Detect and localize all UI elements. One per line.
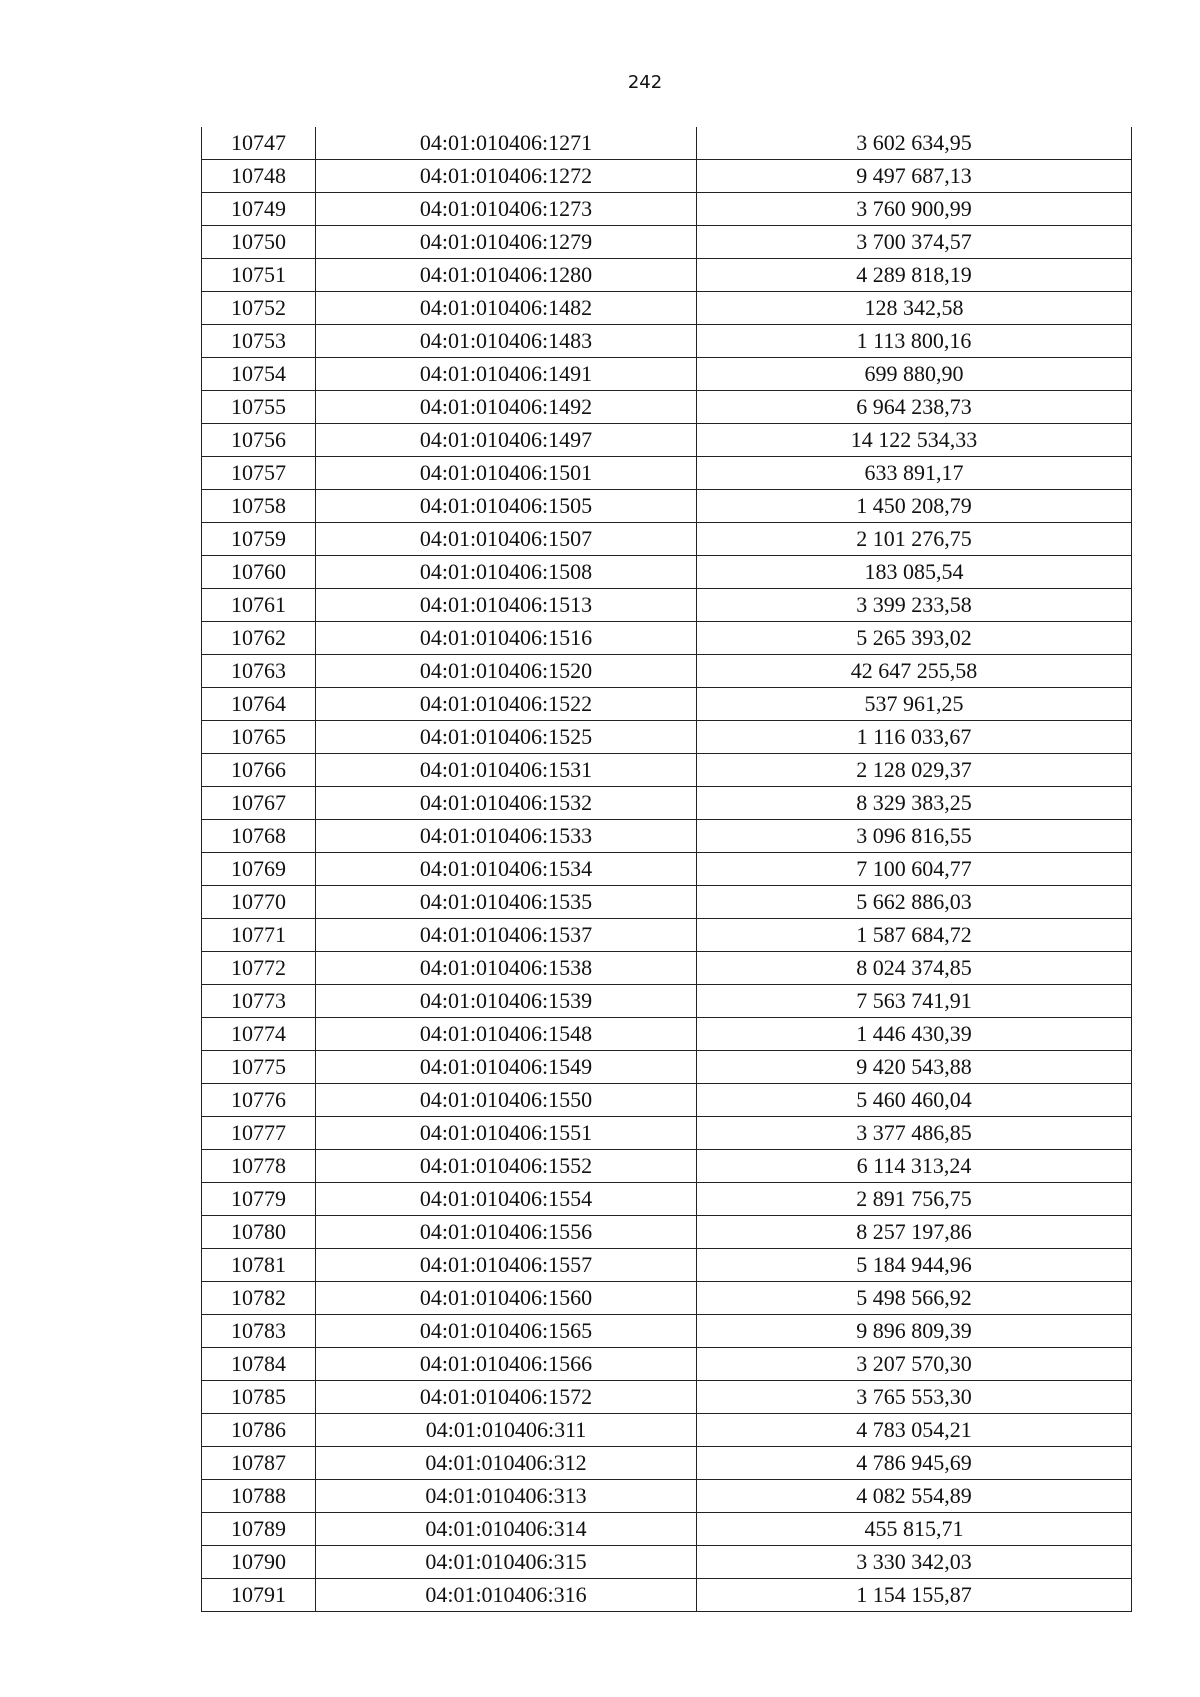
- table-row: [202, 919, 1132, 952]
- table-row: [202, 1051, 1132, 1084]
- table-row: [202, 457, 1132, 490]
- row-number-cell: 10770: [202, 886, 316, 919]
- row-number-cell: 10788: [202, 1480, 316, 1513]
- table-row: [202, 1249, 1132, 1282]
- row-number-cell: 10787: [202, 1447, 316, 1480]
- cadastral-value-cell: 4 289 818,19: [697, 259, 1132, 292]
- row-number-cell: 10773: [202, 985, 316, 1018]
- cadastral-value-cell: 2 891 756,75: [697, 1183, 1132, 1216]
- row-number-cell: 10776: [202, 1084, 316, 1117]
- table-row: [202, 1282, 1132, 1315]
- cadastral-number-cell: 04:01:010406:1492: [316, 391, 697, 424]
- table-row: [202, 721, 1132, 754]
- row-number-cell: 10763: [202, 655, 316, 688]
- cadastral-number-cell: 04:01:010406:1538: [316, 952, 697, 985]
- table-row: [202, 1117, 1132, 1150]
- cadastral-number-cell: 04:01:010406:1525: [316, 721, 697, 754]
- cadastral-value-cell: 699 880,90: [697, 358, 1132, 391]
- cadastral-number-cell: 04:01:010406:316: [316, 1579, 697, 1612]
- cadastral-value-cell: 6 114 313,24: [697, 1150, 1132, 1183]
- row-number-cell: 10772: [202, 952, 316, 985]
- cadastral-number-cell: 04:01:010406:1279: [316, 226, 697, 259]
- cadastral-number-cell: 04:01:010406:1273: [316, 193, 697, 226]
- table-row: [202, 556, 1132, 589]
- table-row: [202, 1546, 1132, 1579]
- cadastral-value-cell: 7 100 604,77: [697, 853, 1132, 886]
- cadastral-value-cell: 5 662 886,03: [697, 886, 1132, 919]
- cadastral-value-cell: 3 096 816,55: [697, 820, 1132, 853]
- cadastral-number-cell: 04:01:010406:1533: [316, 820, 697, 853]
- row-number-cell: 10769: [202, 853, 316, 886]
- table-row: [202, 292, 1132, 325]
- row-number-cell: 10774: [202, 1018, 316, 1051]
- cadastral-value-cell: 1 446 430,39: [697, 1018, 1132, 1051]
- row-number-cell: 10757: [202, 457, 316, 490]
- table-row: [202, 391, 1132, 424]
- cadastral-number-cell: 04:01:010406:1508: [316, 556, 697, 589]
- cadastral-value-cell: 9 420 543,88: [697, 1051, 1132, 1084]
- cadastral-number-cell: 04:01:010406:315: [316, 1546, 697, 1579]
- cadastral-number-cell: 04:01:010406:313: [316, 1480, 697, 1513]
- cadastral-value-cell: 3 760 900,99: [697, 193, 1132, 226]
- row-number-cell: 10768: [202, 820, 316, 853]
- cadastral-value-cell: 1 450 208,79: [697, 490, 1132, 523]
- table-row: [202, 1348, 1132, 1381]
- cadastral-value-cell: 7 563 741,91: [697, 985, 1132, 1018]
- cadastral-number-cell: 04:01:010406:1505: [316, 490, 697, 523]
- row-number-cell: 10755: [202, 391, 316, 424]
- row-number-cell: 10760: [202, 556, 316, 589]
- row-number-cell: 10749: [202, 193, 316, 226]
- cadastral-value-table: [201, 127, 1132, 1612]
- table-row: [202, 1447, 1132, 1480]
- table-row: [202, 259, 1132, 292]
- cadastral-value-cell: 1 587 684,72: [697, 919, 1132, 952]
- table-row: [202, 688, 1132, 721]
- cadastral-value-cell: 3 399 233,58: [697, 589, 1132, 622]
- cadastral-value-cell: 8 257 197,86: [697, 1216, 1132, 1249]
- cadastral-number-cell: 04:01:010406:1271: [316, 127, 697, 160]
- cadastral-value-cell: 128 342,58: [697, 292, 1132, 325]
- row-number-cell: 10786: [202, 1414, 316, 1447]
- cadastral-number-cell: 04:01:010406:1531: [316, 754, 697, 787]
- table-row: [202, 1183, 1132, 1216]
- cadastral-number-cell: 04:01:010406:1554: [316, 1183, 697, 1216]
- cadastral-number-cell: 04:01:010406:1532: [316, 787, 697, 820]
- table-row: [202, 160, 1132, 193]
- row-number-cell: 10761: [202, 589, 316, 622]
- row-number-cell: 10782: [202, 1282, 316, 1315]
- row-number-cell: 10766: [202, 754, 316, 787]
- table-row: [202, 1084, 1132, 1117]
- cadastral-number-cell: 04:01:010406:1549: [316, 1051, 697, 1084]
- row-number-cell: 10758: [202, 490, 316, 523]
- table-row: [202, 1018, 1132, 1051]
- row-number-cell: 10751: [202, 259, 316, 292]
- cadastral-value-cell: 5 184 944,96: [697, 1249, 1132, 1282]
- table-row: [202, 1216, 1132, 1249]
- table-row: [202, 358, 1132, 391]
- table-row: [202, 1315, 1132, 1348]
- row-number-cell: 10752: [202, 292, 316, 325]
- row-number-cell: 10775: [202, 1051, 316, 1084]
- cadastral-number-cell: 04:01:010406:1572: [316, 1381, 697, 1414]
- cadastral-value-cell: 3 700 374,57: [697, 226, 1132, 259]
- cadastral-number-cell: 04:01:010406:1535: [316, 886, 697, 919]
- cadastral-value-cell: 6 964 238,73: [697, 391, 1132, 424]
- table-row: [202, 193, 1132, 226]
- table-row: [202, 1480, 1132, 1513]
- row-number-cell: 10790: [202, 1546, 316, 1579]
- cadastral-number-cell: 04:01:010406:312: [316, 1447, 697, 1480]
- cadastral-number-cell: 04:01:010406:1534: [316, 853, 697, 886]
- cadastral-number-cell: 04:01:010406:1565: [316, 1315, 697, 1348]
- cadastral-value-cell: 5 498 566,92: [697, 1282, 1132, 1315]
- cadastral-number-cell: 04:01:010406:1537: [316, 919, 697, 952]
- row-number-cell: 10779: [202, 1183, 316, 1216]
- cadastral-value-cell: 14 122 534,33: [697, 424, 1132, 457]
- row-number-cell: 10780: [202, 1216, 316, 1249]
- cadastral-number-cell: 04:01:010406:1501: [316, 457, 697, 490]
- table-body: [202, 127, 1132, 1612]
- cadastral-value-cell: 3 207 570,30: [697, 1348, 1132, 1381]
- cadastral-value-cell: 42 647 255,58: [697, 655, 1132, 688]
- row-number-cell: 10762: [202, 622, 316, 655]
- cadastral-number-cell: 04:01:010406:1548: [316, 1018, 697, 1051]
- cadastral-number-cell: 04:01:010406:1550: [316, 1084, 697, 1117]
- cadastral-value-cell: 8 024 374,85: [697, 952, 1132, 985]
- cadastral-value-cell: 2 128 029,37: [697, 754, 1132, 787]
- table-row: [202, 655, 1132, 688]
- table-row: [202, 787, 1132, 820]
- table-row: [202, 127, 1132, 160]
- cadastral-value-cell: 3 377 486,85: [697, 1117, 1132, 1150]
- cadastral-number-cell: 04:01:010406:1522: [316, 688, 697, 721]
- row-number-cell: 10767: [202, 787, 316, 820]
- cadastral-value-cell: 633 891,17: [697, 457, 1132, 490]
- table-row: [202, 622, 1132, 655]
- row-number-cell: 10781: [202, 1249, 316, 1282]
- cadastral-number-cell: 04:01:010406:1557: [316, 1249, 697, 1282]
- cadastral-number-cell: 04:01:010406:311: [316, 1414, 697, 1447]
- cadastral-number-cell: 04:01:010406:1497: [316, 424, 697, 457]
- row-number-cell: 10771: [202, 919, 316, 952]
- row-number-cell: 10759: [202, 523, 316, 556]
- cadastral-value-cell: 5 460 460,04: [697, 1084, 1132, 1117]
- row-number-cell: 10754: [202, 358, 316, 391]
- table-row: [202, 1381, 1132, 1414]
- cadastral-value-cell: 4 783 054,21: [697, 1414, 1132, 1447]
- cadastral-value-cell: 455 815,71: [697, 1513, 1132, 1546]
- cadastral-number-cell: 04:01:010406:1552: [316, 1150, 697, 1183]
- cadastral-value-cell: 3 765 553,30: [697, 1381, 1132, 1414]
- table-row: [202, 424, 1132, 457]
- cadastral-value-cell: 537 961,25: [697, 688, 1132, 721]
- table-row: [202, 1150, 1132, 1183]
- table-row: [202, 820, 1132, 853]
- row-number-cell: 10764: [202, 688, 316, 721]
- row-number-cell: 10777: [202, 1117, 316, 1150]
- cadastral-value-cell: 9 896 809,39: [697, 1315, 1132, 1348]
- cadastral-number-cell: 04:01:010406:1491: [316, 358, 697, 391]
- cadastral-value-cell: 8 329 383,25: [697, 787, 1132, 820]
- row-number-cell: 10785: [202, 1381, 316, 1414]
- page-number: 242: [627, 72, 663, 93]
- row-number-cell: 10747: [202, 127, 316, 160]
- table-row: [202, 1414, 1132, 1447]
- table-row: [202, 226, 1132, 259]
- cadastral-number-cell: 04:01:010406:1520: [316, 655, 697, 688]
- cadastral-number-cell: 04:01:010406:1516: [316, 622, 697, 655]
- cadastral-number-cell: 04:01:010406:1272: [316, 160, 697, 193]
- cadastral-value-cell: 1 154 155,87: [697, 1579, 1132, 1612]
- cadastral-value-cell: 9 497 687,13: [697, 160, 1132, 193]
- cadastral-value-cell: 3 330 342,03: [697, 1546, 1132, 1579]
- cadastral-value-cell: 183 085,54: [697, 556, 1132, 589]
- cadastral-value-cell: 5 265 393,02: [697, 622, 1132, 655]
- cadastral-number-cell: 04:01:010406:1539: [316, 985, 697, 1018]
- table-row: [202, 490, 1132, 523]
- cadastral-value-cell: 4 786 945,69: [697, 1447, 1132, 1480]
- row-number-cell: 10748: [202, 160, 316, 193]
- table-row: [202, 886, 1132, 919]
- cadastral-number-cell: 04:01:010406:1560: [316, 1282, 697, 1315]
- cadastral-number-cell: 04:01:010406:1483: [316, 325, 697, 358]
- row-number-cell: 10750: [202, 226, 316, 259]
- cadastral-value-cell: 3 602 634,95: [697, 127, 1132, 160]
- row-number-cell: 10753: [202, 325, 316, 358]
- row-number-cell: 10756: [202, 424, 316, 457]
- row-number-cell: 10789: [202, 1513, 316, 1546]
- cadastral-number-cell: 04:01:010406:1566: [316, 1348, 697, 1381]
- table-row: [202, 325, 1132, 358]
- cadastral-value-cell: 4 082 554,89: [697, 1480, 1132, 1513]
- table-row: [202, 1579, 1132, 1612]
- cadastral-number-cell: 04:01:010406:1556: [316, 1216, 697, 1249]
- row-number-cell: 10765: [202, 721, 316, 754]
- cadastral-number-cell: 04:01:010406:314: [316, 1513, 697, 1546]
- cadastral-number-cell: 04:01:010406:1513: [316, 589, 697, 622]
- table-row: [202, 523, 1132, 556]
- cadastral-value-cell: 1 116 033,67: [697, 721, 1132, 754]
- row-number-cell: 10791: [202, 1579, 316, 1612]
- cadastral-number-cell: 04:01:010406:1280: [316, 259, 697, 292]
- row-number-cell: 10783: [202, 1315, 316, 1348]
- table-row: [202, 985, 1132, 1018]
- table-row: [202, 589, 1132, 622]
- table-row: [202, 853, 1132, 886]
- cadastral-value-cell: 2 101 276,75: [697, 523, 1132, 556]
- cadastral-value-cell: 1 113 800,16: [697, 325, 1132, 358]
- table-row: [202, 1513, 1132, 1546]
- cadastral-number-cell: 04:01:010406:1507: [316, 523, 697, 556]
- cadastral-number-cell: 04:01:010406:1551: [316, 1117, 697, 1150]
- row-number-cell: 10784: [202, 1348, 316, 1381]
- table-row: [202, 952, 1132, 985]
- cadastral-number-cell: 04:01:010406:1482: [316, 292, 697, 325]
- table-row: [202, 754, 1132, 787]
- row-number-cell: 10778: [202, 1150, 316, 1183]
